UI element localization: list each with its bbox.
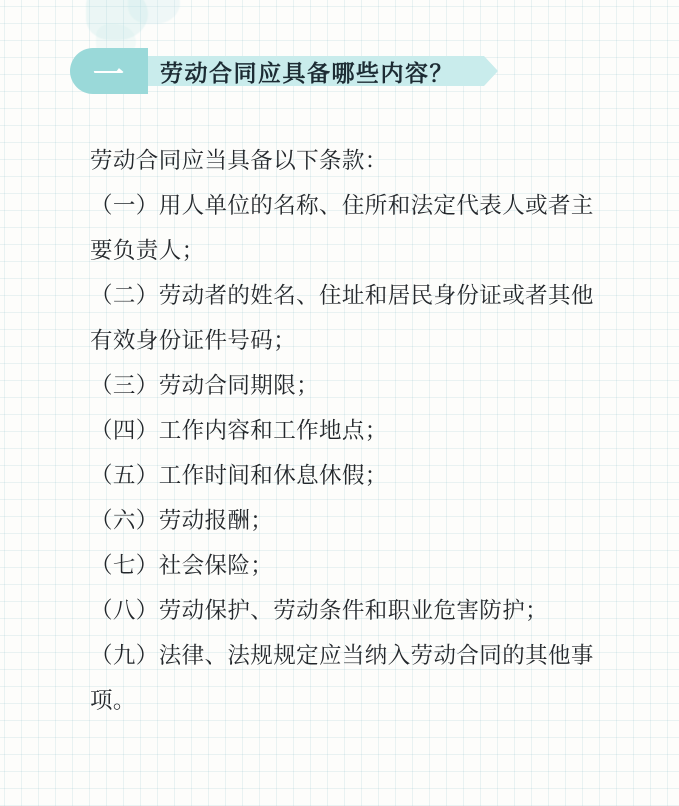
clause-item: （二）劳动者的姓名、住址和居民身份证或者其他有效身份证件号码； xyxy=(90,283,594,353)
section-number-label: 一 xyxy=(93,56,125,92)
clause-item: （六）劳动报酬； xyxy=(90,508,274,533)
clause-item: （四）工作内容和工作地点； xyxy=(90,418,388,443)
body-content xyxy=(90,138,610,723)
clause-item: （八）劳动保护、劳动条件和职业危害防护； xyxy=(90,598,549,623)
intro-paragraph: 劳动合同应当具备以下条款： xyxy=(90,148,388,173)
clause-item: （五）工作时间和休息休假； xyxy=(90,463,388,488)
section-heading xyxy=(70,48,484,94)
clause-item: （一）用人单位的名称、住所和法定代表人或者主要负责人； xyxy=(90,193,594,263)
clause-item: （九）法律、法规规定应当纳入劳动合同的其他事项。 xyxy=(90,643,594,713)
section-title-banner xyxy=(134,56,484,86)
page-title: 劳动合同应具备哪些内容？ xyxy=(160,60,454,86)
decorative-blob-2 xyxy=(128,0,180,24)
section-number-badge xyxy=(70,48,148,94)
clause-item: （三）劳动合同期限； xyxy=(90,373,320,398)
clause-item: （七）社会保险； xyxy=(90,553,274,578)
